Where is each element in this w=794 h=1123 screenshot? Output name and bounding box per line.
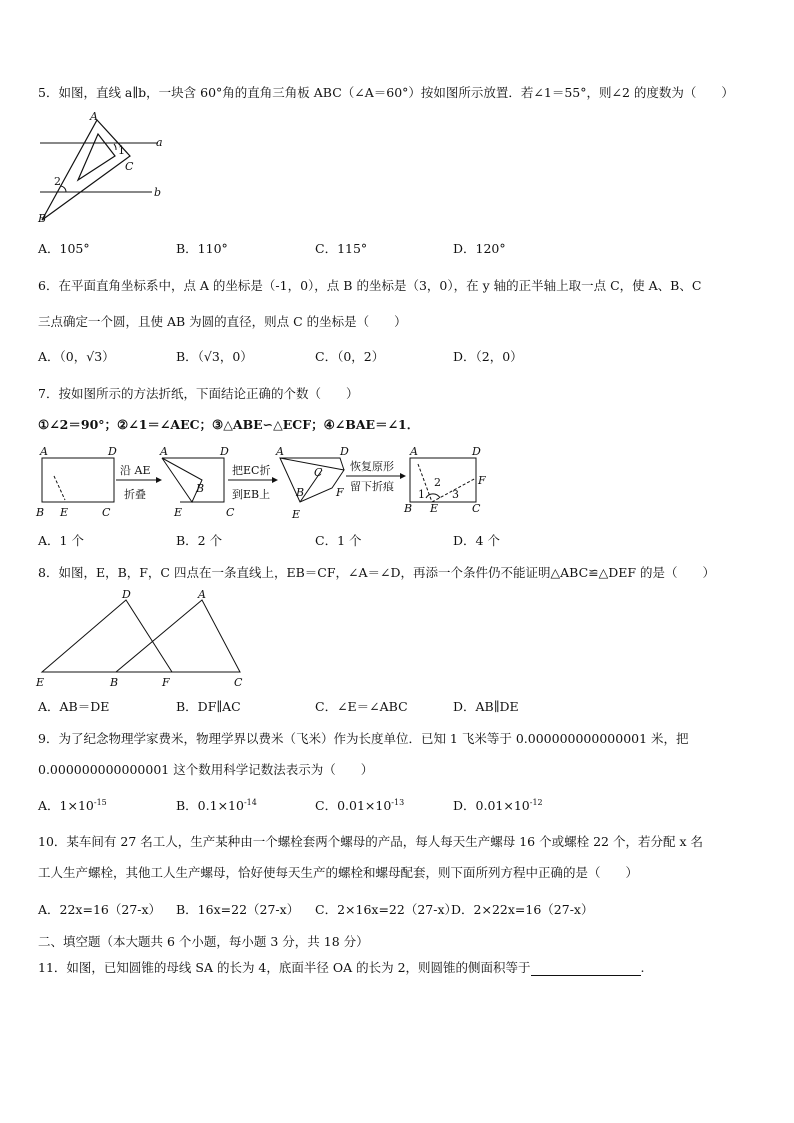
q8-option-d[interactable]: D．AB∥DE bbox=[453, 699, 519, 714]
q5-label-b: b bbox=[154, 186, 162, 199]
q7-option-a[interactable]: A．1 个 bbox=[38, 533, 84, 548]
q7-fig2-E: E bbox=[174, 506, 183, 519]
q9-option-c-base: C．0.01×10 bbox=[315, 798, 392, 813]
q7-figure bbox=[32, 440, 502, 526]
q8-label-F: F bbox=[162, 676, 170, 689]
q7-conclusions: ①∠2＝90°；②∠1＝∠AEC；③△ABE∽△ECF；④∠BAE＝∠1． bbox=[38, 417, 420, 432]
q6-option-b[interactable]: B．（√3，0） bbox=[176, 349, 253, 364]
q7-fig3-B: B bbox=[296, 486, 305, 499]
q5-option-d[interactable]: D．120° bbox=[453, 241, 506, 256]
q7-fig4-1: 1 bbox=[418, 488, 425, 501]
q9-option-a-exp: -15 bbox=[93, 797, 107, 807]
q7-fig4-D: D bbox=[472, 445, 481, 458]
q11-answer-blank[interactable] bbox=[531, 963, 641, 976]
q7-step3-top: 恢复原形 bbox=[350, 460, 394, 473]
q5-label-1: 1 bbox=[118, 144, 125, 157]
q7-fig2-A: A bbox=[160, 445, 168, 458]
q7-step2-top: 把EC折 bbox=[232, 464, 271, 477]
q9-option-d-base: D．0.01×10 bbox=[453, 798, 530, 813]
q7-fig3-C: C bbox=[314, 466, 323, 479]
q6-option-c[interactable]: C．（0，2） bbox=[315, 349, 385, 364]
q7-step3-bottom: 留下折痕 bbox=[350, 480, 394, 493]
q7-fig3-E: E bbox=[292, 508, 301, 521]
q5-figure bbox=[30, 108, 180, 230]
q7-fig1-E: E bbox=[60, 506, 69, 519]
q7-fig4-C: C bbox=[472, 502, 481, 515]
q10-option-d[interactable]: D．2×22x=16（27-x） bbox=[451, 902, 594, 917]
q7-stem: 7．按如图所示的方法折纸，下面结论正确的个数（ ） bbox=[38, 386, 359, 401]
q7-fig4-E: E bbox=[430, 502, 439, 515]
q5-option-c[interactable]: C．115° bbox=[315, 241, 368, 256]
q6-stem-line2: 三点确定一个圆，且使 AB 为圆的直径，则点 C 的坐标是（ ） bbox=[38, 314, 407, 329]
q8-stem: 8．如图，E，B，F，C 四点在一条直线上，EB＝CF，∠A＝∠D，再添一个条件仍不能证明△ABC≌△DEF 的是（ ） bbox=[38, 565, 716, 580]
q9-stem-line1: 9．为了纪念物理学家费米，物理学界以费米（飞米）作为长度单位．已知 1 飞米等于 0.000000000000001 米，把 bbox=[38, 731, 689, 746]
q11-stem-line bbox=[38, 958, 645, 976]
q9-stem-line2: 0.000000000000001 这个数用科学记数法表示为（ ） bbox=[38, 762, 374, 777]
q9-option-c[interactable] bbox=[315, 796, 404, 814]
q7-fig2-D: D bbox=[220, 445, 229, 458]
q9-option-b-base: B．0.1×10 bbox=[176, 798, 244, 813]
q11-tail: . bbox=[640, 960, 645, 975]
q7-option-b[interactable]: B．2 个 bbox=[176, 533, 223, 548]
q8-figure bbox=[34, 586, 248, 690]
q5-stem: 5．如图，直线 a∥b，一块含 60°角的直角三角板 ABC（∠A＝60°）按如图所示放置．若∠1＝55°，则∠2 的度数为（ ） bbox=[38, 85, 734, 100]
q10-option-a[interactable]: A．22x=16（27-x） bbox=[38, 902, 162, 917]
q7-option-d[interactable]: D．4 个 bbox=[453, 533, 500, 548]
q9-option-b-exp: -14 bbox=[243, 797, 257, 807]
q7-fig3-F: F bbox=[336, 486, 344, 499]
q10-options bbox=[38, 900, 758, 918]
q7-option-c[interactable]: C．1 个 bbox=[315, 533, 362, 548]
q7-step2-bottom: 到EB上 bbox=[232, 488, 271, 501]
q5-label-2: 2 bbox=[54, 175, 61, 188]
q5-label-A: A bbox=[90, 110, 98, 123]
q9-option-d[interactable] bbox=[453, 796, 543, 814]
q7-fig1-B: B bbox=[36, 506, 45, 519]
q8-label-B: B bbox=[110, 676, 119, 689]
q8-label-D: D bbox=[122, 588, 131, 601]
q7-step1-bottom: 折叠 bbox=[124, 488, 146, 501]
q8-option-c[interactable]: C．∠E＝∠ABC bbox=[315, 699, 408, 714]
q9-option-a-base: A．1×10 bbox=[38, 798, 94, 813]
q7-step1-top: 沿 AE bbox=[120, 464, 151, 477]
q10-stem-line2: 工人生产螺栓，其他工人生产螺母，恰好使每天生产的螺栓和螺母配套，则下面所列方程中正确的是（ ） bbox=[38, 865, 639, 880]
q11-stem: 11．如图，已知圆锥的母线 SA 的长为 4，底面半径 OA 的长为 2，则圆锥的侧面积等于 bbox=[38, 960, 531, 975]
q9-option-a[interactable] bbox=[38, 796, 107, 814]
q7-fig4-F: F bbox=[478, 474, 486, 487]
q5-label-C: C bbox=[125, 160, 134, 173]
q9-option-b[interactable] bbox=[176, 796, 257, 814]
q10-stem-line1: 10．某车间有 27 名工人，生产某种由一个螺栓套两个螺母的产品，每人每天生产螺母 16 个或螺栓 22 个，若分配 x 名 bbox=[38, 834, 703, 849]
q9-option-c-exp: -13 bbox=[391, 797, 405, 807]
q6-option-d[interactable]: D．（2，0） bbox=[453, 349, 523, 364]
q6-stem-line1: 6．在平面直角坐标系中，点 A 的坐标是（-1，0），点 B 的坐标是（3，0），在 y 轴的正半轴上取一点 C，使 A、B、C bbox=[38, 278, 702, 293]
q7-fig4-3: 3 bbox=[452, 488, 459, 501]
q7-fig4-B: B bbox=[404, 502, 413, 515]
q7-options bbox=[38, 531, 758, 549]
q7-fig4-A: A bbox=[410, 445, 418, 458]
q10-option-c[interactable]: C．2×16x=22（27-x） bbox=[315, 902, 458, 917]
q8-label-C: C bbox=[234, 676, 243, 689]
q10-option-b[interactable]: B．16x=22（27-x） bbox=[176, 902, 300, 917]
q5-label-a: a bbox=[156, 136, 163, 149]
q7-fig2-C: C bbox=[226, 506, 235, 519]
q9-options bbox=[38, 796, 758, 814]
q6-option-a[interactable]: A．（0，√3） bbox=[38, 349, 115, 364]
q8-option-a[interactable]: A．AB＝DE bbox=[38, 699, 110, 714]
q5-label-B: B bbox=[38, 212, 47, 225]
q8-label-A: A bbox=[198, 588, 206, 601]
q7-fig1-D: D bbox=[108, 445, 117, 458]
q7-fig1-C: C bbox=[102, 506, 111, 519]
q7-fig3-D: D bbox=[340, 445, 349, 458]
q5-option-b[interactable]: B．110° bbox=[176, 241, 228, 256]
q9-option-d-exp: -12 bbox=[529, 797, 543, 807]
q5-options bbox=[38, 239, 758, 257]
q8-option-b[interactable]: B．DF∥AC bbox=[176, 699, 241, 714]
q7-fig2-B: B bbox=[196, 482, 205, 495]
section-2-heading: 二、填空题（本大题共 6 个小题，每小题 3 分，共 18 分） bbox=[38, 934, 369, 949]
q5-option-a[interactable]: A．105° bbox=[38, 241, 90, 256]
q7-fig4-2: 2 bbox=[434, 476, 441, 489]
q7-fig3-A: A bbox=[276, 445, 284, 458]
q6-options bbox=[38, 347, 758, 365]
q7-fig1-A: A bbox=[40, 445, 48, 458]
q8-label-E: E bbox=[36, 676, 45, 689]
q8-options bbox=[38, 697, 758, 715]
